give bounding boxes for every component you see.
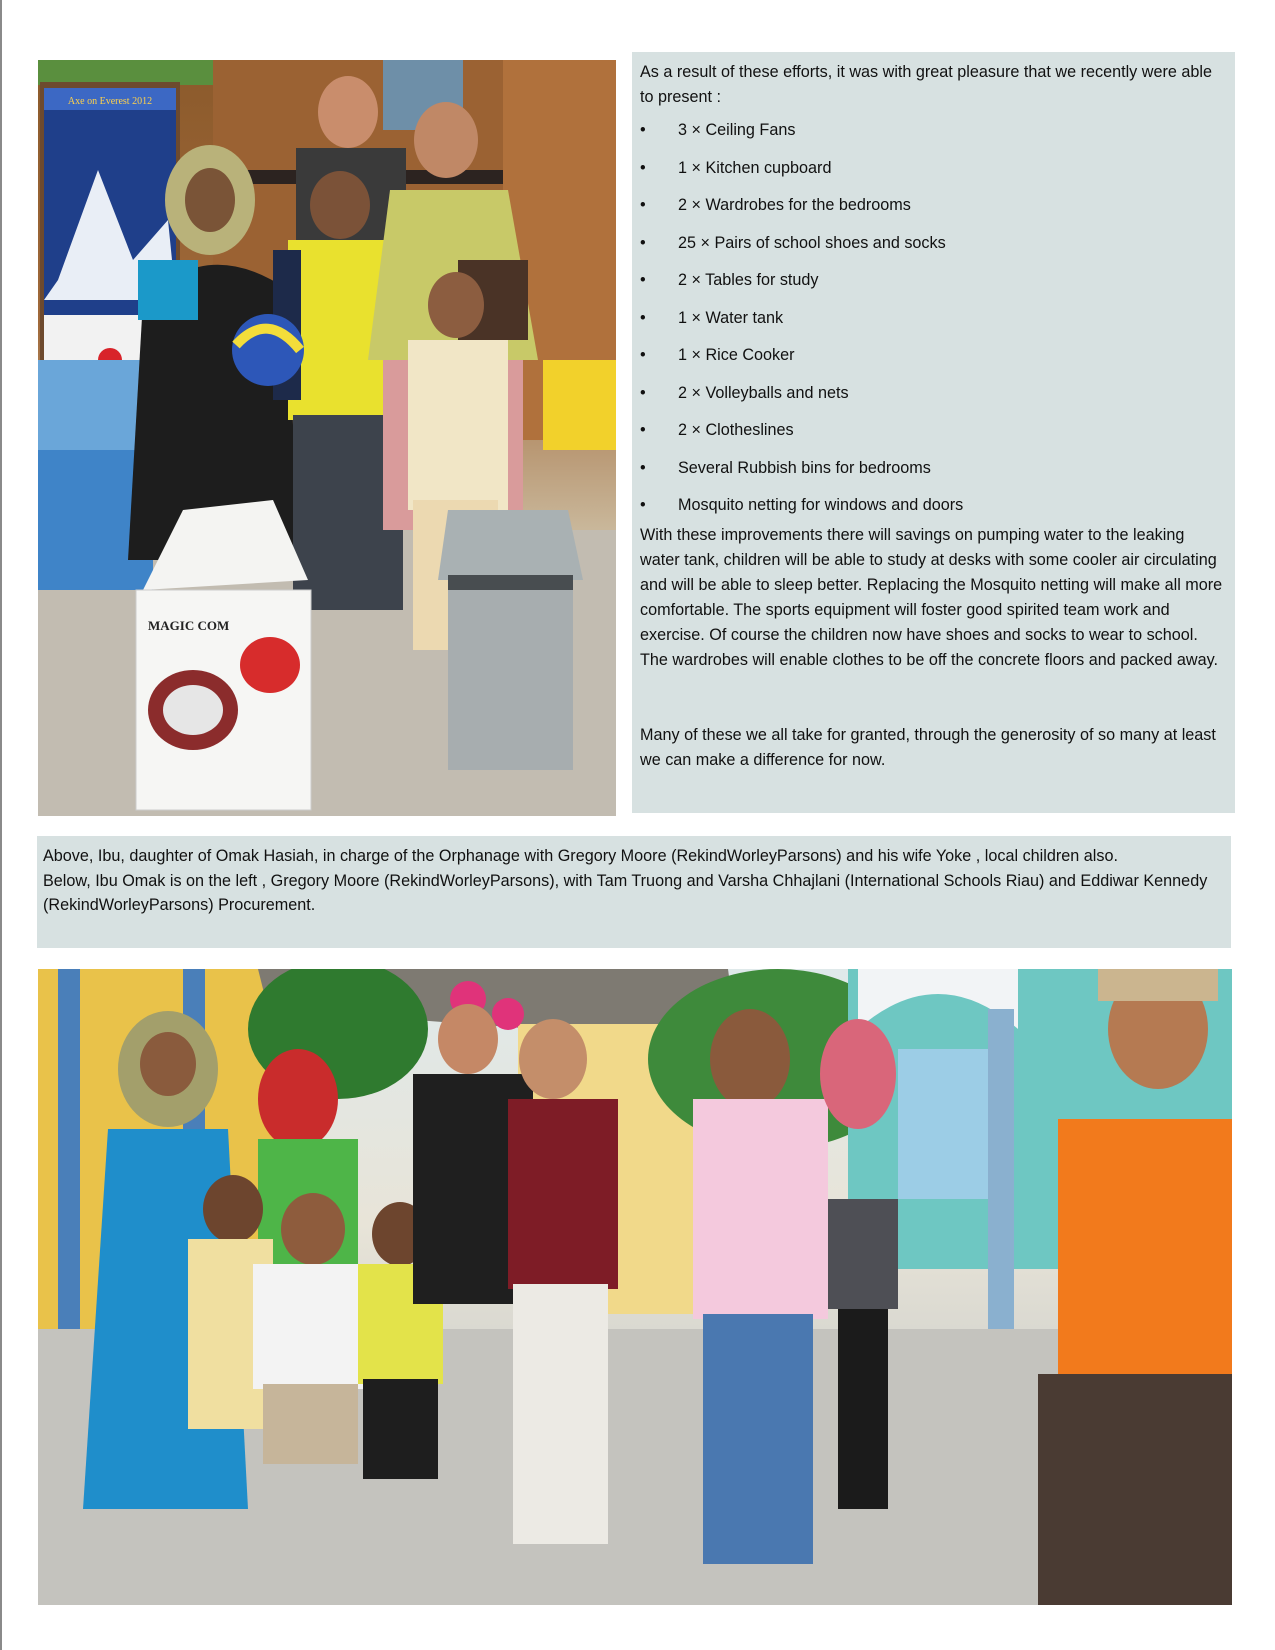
- group-photo: [38, 969, 1232, 1605]
- donation-photo: [38, 60, 616, 816]
- closing-paragraph: Many of these we all take for granted, through the generosity of so many at least we can make a difference for now.: [640, 726, 1216, 769]
- list-item: [640, 193, 1227, 231]
- poster-title: Axe on Everest 2012: [67, 96, 153, 107]
- list-item-label: 2 × Clotheslines: [678, 421, 794, 439]
- bullet-icon: •: [640, 496, 646, 514]
- improvements-paragraph: With these improvements there will savings on pumping water to the leaking water tank, children will be able to study at desks with some cooler air circulating and will be able to sleep better. Replacing the Mosquito netting will make all more comfortable. The sports equipment will foster good spirited team work and exercise. Of course the children now have shoes and socks to wear to school. The wardrobes will enable clothes to be off the concrete floors and packed away.: [640, 526, 1223, 669]
- list-item-label: Several Rubbish bins for bedrooms: [678, 458, 931, 477]
- donated-items-list: [640, 118, 1227, 523]
- bullet-icon: •: [640, 421, 646, 439]
- list-item-label: Mosquito netting for windows and doors: [678, 496, 964, 514]
- bullet-icon: •: [640, 346, 646, 364]
- list-item: [640, 268, 1227, 306]
- donation-summary-panel: [632, 52, 1235, 813]
- list-item-label: 2 × Wardrobes for the bedrooms: [678, 196, 911, 214]
- bullet-icon: •: [640, 271, 646, 289]
- bullet-icon: •: [640, 233, 646, 252]
- bullet-icon: •: [640, 196, 646, 214]
- group-photo-illustration: [38, 969, 1232, 1605]
- bullet-icon: •: [640, 458, 646, 477]
- list-item-label: 1 × Water tank: [678, 308, 784, 327]
- list-item: [640, 418, 1227, 456]
- list-item: [640, 156, 1227, 194]
- list-item: [640, 306, 1227, 344]
- list-item-label: 3 × Ceiling Fans: [678, 121, 796, 139]
- list-item: [640, 118, 1227, 156]
- caption-below: Below, Ibu Omak is on the left , Gregory Moore (RekindWorleyParsons), with Tam Truong and Varsha Chhajlani (International Schools Riau) and Eddiwar Kennedy (RekindWorleyParsons) Procurement.: [43, 871, 1208, 914]
- caption-above: Above, Ibu, daughter of Omak Hasiah, in charge of the Orphanage with Gregory Moore (RekindWorleyParsons) and his wife Yoke , local children also.: [43, 847, 1118, 865]
- bullet-icon: •: [640, 121, 646, 139]
- box-brand: MAGIC COM: [148, 618, 230, 633]
- list-item-label: 1 × Rice Cooker: [678, 346, 795, 364]
- list-item: [640, 456, 1227, 494]
- list-item-label: 2 × Tables for study: [678, 271, 819, 289]
- list-item: [640, 381, 1227, 419]
- list-item-label: 2 × Volleyballs and nets: [678, 383, 849, 402]
- intro-text: As a result of these efforts, it was with great pleasure that we recently were able to present :: [640, 63, 1212, 106]
- bullet-icon: •: [640, 308, 646, 327]
- photo-caption: [37, 836, 1231, 948]
- list-item-label: 1 × Kitchen cupboard: [678, 158, 832, 177]
- list-item: [640, 493, 1227, 523]
- page-edge: [0, 0, 2, 1650]
- list-item: [640, 343, 1227, 381]
- list-item-label: 25 × Pairs of school shoes and socks: [678, 233, 946, 252]
- bullet-icon: •: [640, 158, 646, 177]
- rubbish-bin: [438, 510, 583, 770]
- bullet-icon: •: [640, 383, 646, 402]
- list-item: [640, 231, 1227, 269]
- donation-photo-illustration: [38, 60, 616, 816]
